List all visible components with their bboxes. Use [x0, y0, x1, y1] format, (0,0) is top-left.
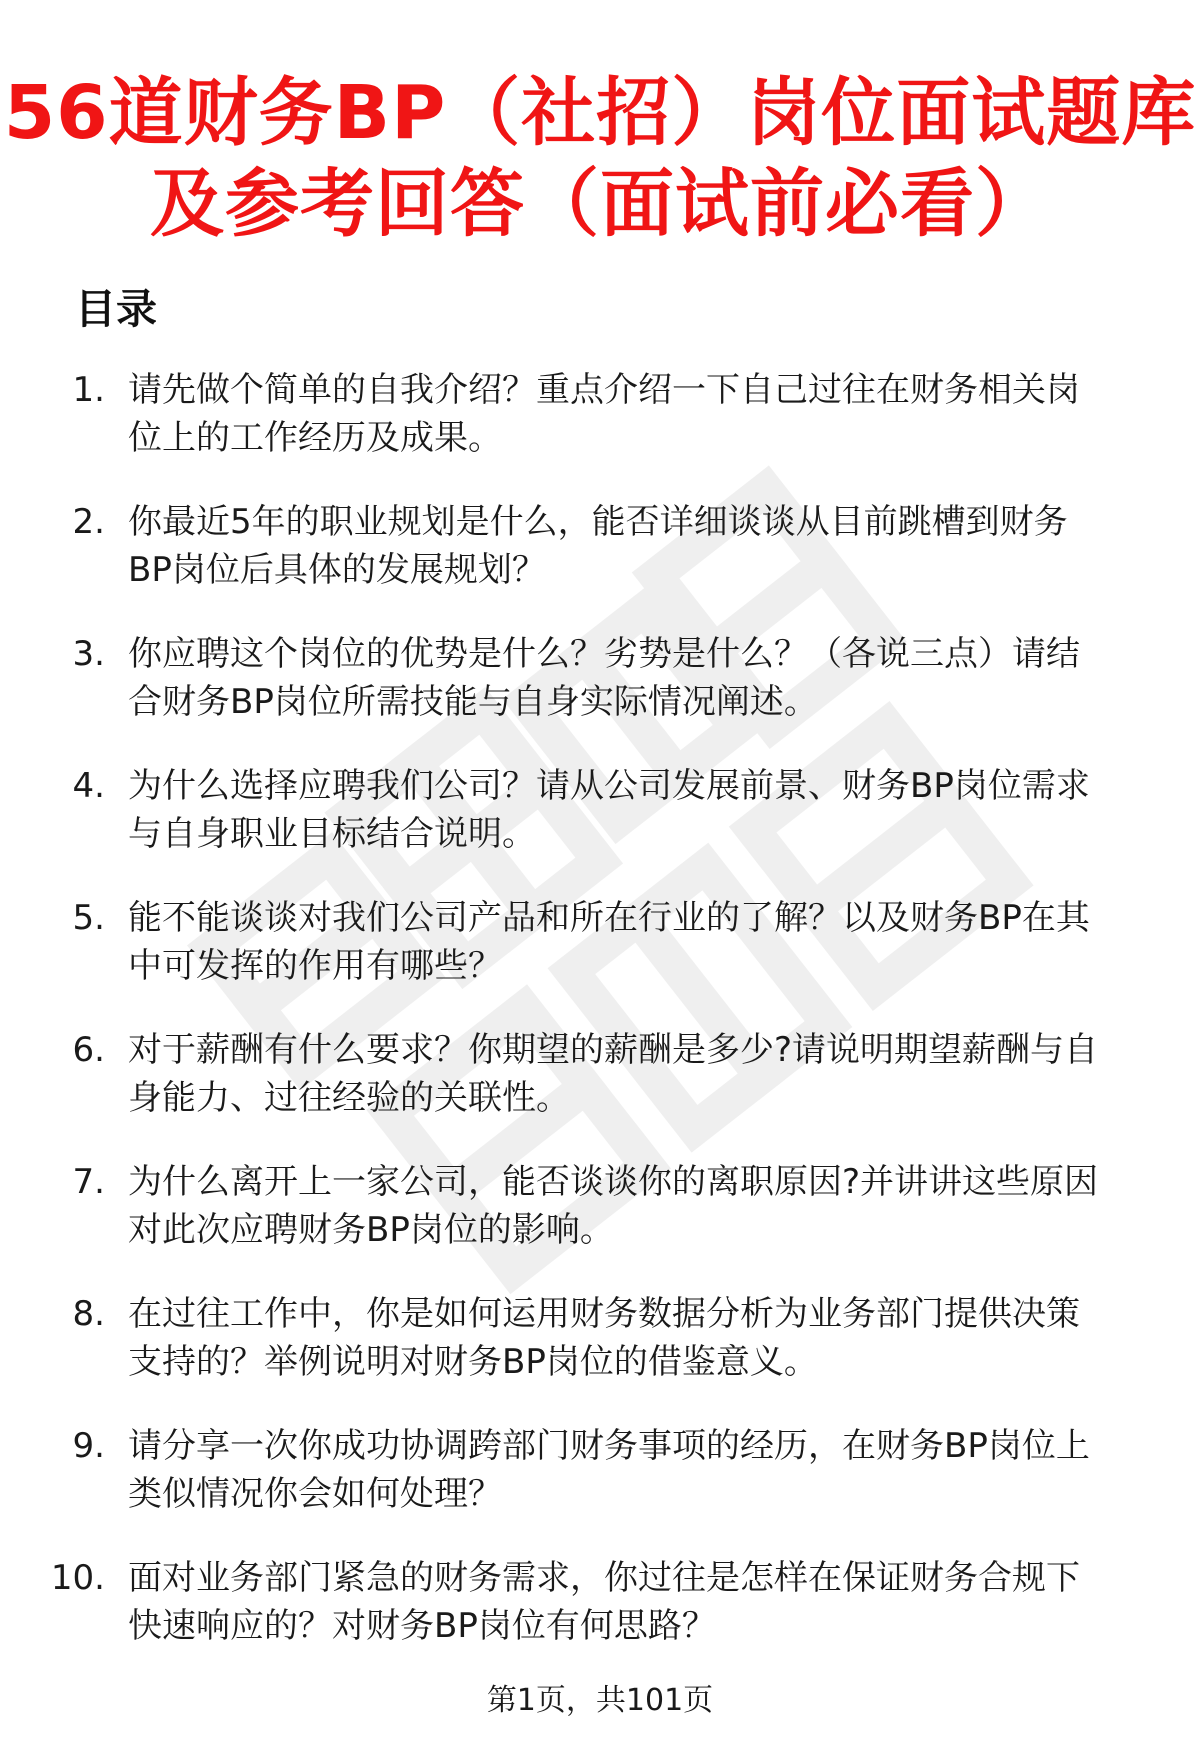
toc-item-5[interactable] [0, 894, 1200, 1026]
toc-item-line: 与自身职业目标结合说明。 [128, 814, 536, 854]
toc-item-number: 1. [72, 370, 105, 410]
toc-item-line: 为什么选择应聘我们公司？请从公司发展前景、财务BP岗位需求 [128, 766, 1090, 806]
toc-list [0, 366, 1200, 1686]
toc-item-number: 4. [72, 766, 105, 806]
toc-item-10[interactable] [0, 1554, 1200, 1686]
title-line-2: 及参考回答（面试前必看） [150, 161, 1050, 247]
toc-item-number: 9. [72, 1426, 105, 1466]
toc-item-line: 类似情况你会如何处理？ [128, 1474, 502, 1514]
toc-item-8[interactable] [0, 1290, 1200, 1422]
toc-item-text [128, 1422, 1158, 1518]
toc-item-line: 请先做个简单的自我介绍？重点介绍一下自己过往在财务相关岗 [128, 370, 1080, 410]
toc-item-line: 对于薪酬有什么要求？你期望的薪酬是多少?请说明期望薪酬与自 [128, 1030, 1099, 1070]
toc-item-number: 7. [72, 1162, 105, 1202]
toc-item-number: 2. [72, 502, 105, 542]
toc-item-text [128, 498, 1158, 594]
document-title [0, 68, 1200, 250]
title-line-1: 56道财务BP（社招）岗位面试题库 [3, 70, 1197, 156]
toc-item-1[interactable] [0, 366, 1200, 498]
page-number-footer: 第1页，共101页 [486, 1683, 714, 1718]
toc-heading: 目录 [75, 285, 157, 333]
toc-item-line: 快速响应的？对财务BP岗位有何思路？ [128, 1606, 716, 1646]
toc-item-3[interactable] [0, 630, 1200, 762]
toc-item-line: 面对业务部门紧急的财务需求，你过往是怎样在保证财务合规下 [128, 1558, 1080, 1598]
toc-item-line: 你最近5年的职业规划是什么，能否详细谈谈从目前跳槽到财务 [128, 502, 1068, 542]
toc-item-text [128, 630, 1158, 726]
toc-item-line: 为什么离开上一家公司，能否谈谈你的离职原因?并讲讲这些原因 [128, 1162, 1099, 1202]
toc-item-line: 对此次应聘财务BP岗位的影响。 [128, 1210, 614, 1250]
toc-item-line: 在过往工作中，你是如何运用财务数据分析为业务部门提供决策 [128, 1294, 1080, 1334]
toc-item-text [128, 366, 1158, 462]
toc-item-text [128, 1554, 1158, 1650]
toc-item-7[interactable] [0, 1158, 1200, 1290]
toc-item-text [128, 1158, 1158, 1254]
toc-item-text [128, 762, 1158, 858]
toc-item-6[interactable] [0, 1026, 1200, 1158]
toc-item-line: 位上的工作经历及成果。 [128, 418, 502, 458]
toc-item-text [128, 1026, 1158, 1122]
toc-item-number: 5. [72, 898, 105, 938]
toc-item-line: 请分享一次你成功协调跨部门财务事项的经历，在财务BP岗位上 [128, 1426, 1090, 1466]
toc-item-number: 3. [72, 634, 105, 674]
toc-item-line: BP岗位后具体的发展规划？ [128, 550, 546, 590]
toc-item-line: 你应聘这个岗位的优势是什么？劣势是什么？（各说三点）请结 [128, 634, 1080, 674]
toc-item-4[interactable] [0, 762, 1200, 894]
toc-item-9[interactable] [0, 1422, 1200, 1554]
toc-item-text [128, 894, 1158, 990]
toc-item-2[interactable] [0, 498, 1200, 630]
toc-item-number: 8. [72, 1294, 105, 1334]
toc-item-number: 6. [72, 1030, 105, 1070]
toc-item-line: 合财务BP岗位所需技能与自身实际情况阐述。 [128, 682, 818, 722]
toc-item-line: 支持的？举例说明对财务BP岗位的借鉴意义。 [128, 1342, 818, 1382]
toc-item-number: 10. [50, 1558, 105, 1598]
toc-item-line: 中可发挥的作用有哪些？ [128, 946, 502, 986]
toc-item-text [128, 1290, 1158, 1386]
toc-item-line: 身能力、过往经验的关联性。 [128, 1078, 570, 1118]
toc-item-line: 能不能谈谈对我们公司产品和所在行业的了解？以及财务BP在其 [128, 898, 1090, 938]
